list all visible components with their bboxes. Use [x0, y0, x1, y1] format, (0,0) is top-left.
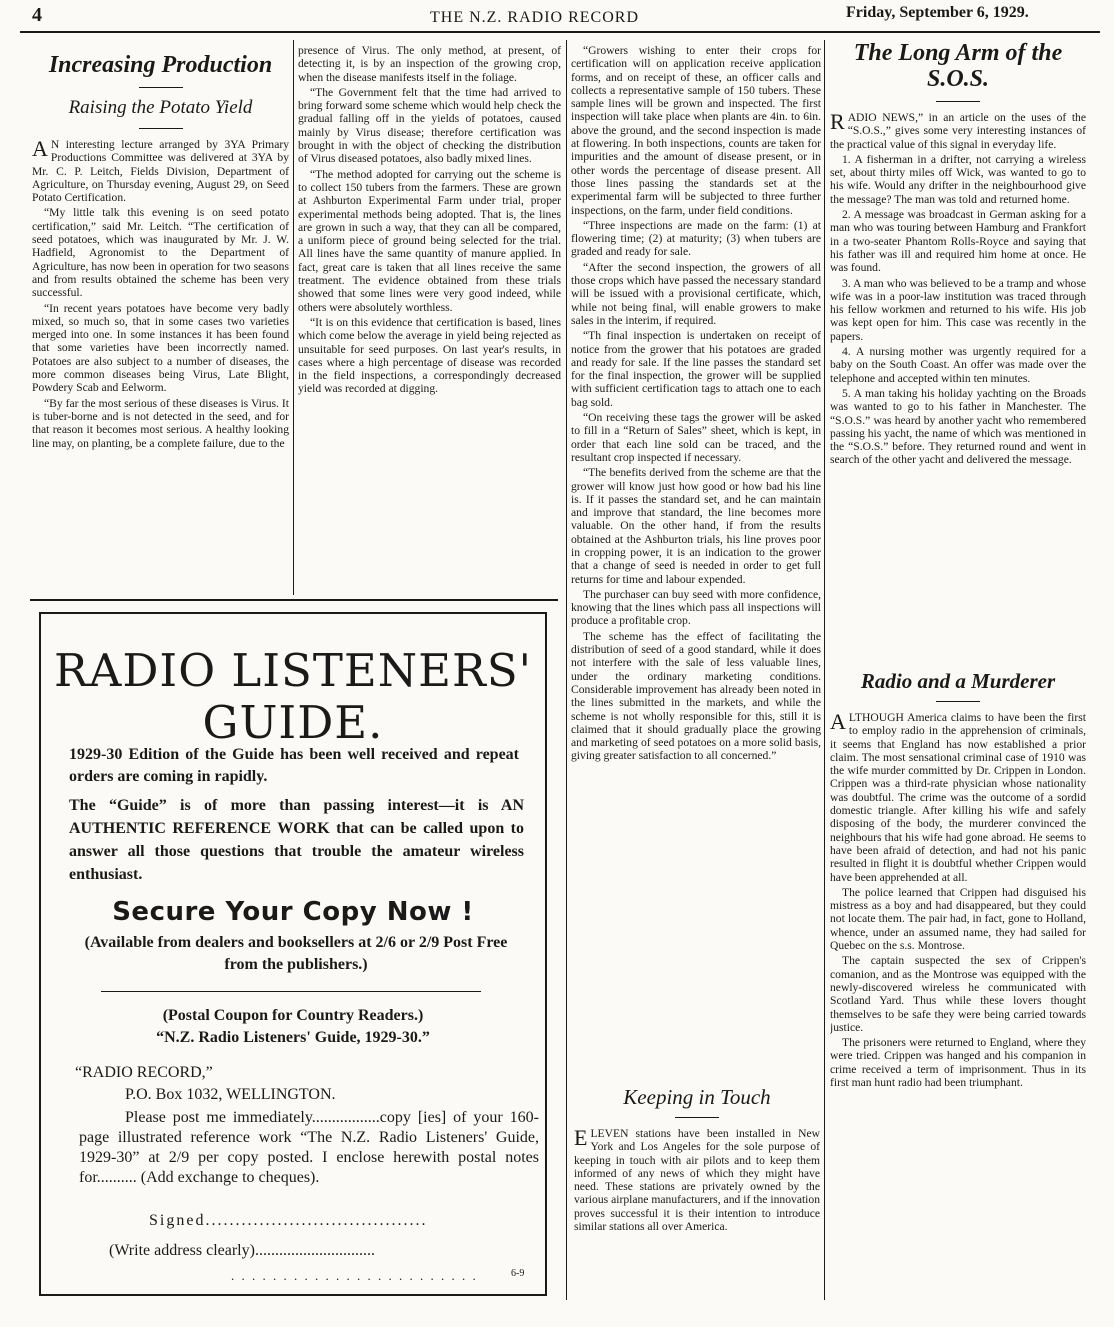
paragraph: “It is on this evidence that certification is based, lines which come below the average in yield being rejected as unsuitable for seed purposes. On last year's results, in cases where a high percentage of disease was recorded in the field inspections, a correspondingly decreased yield was recorded at digging. — [298, 315, 561, 396]
paragraph: 1. A fisherman in a drifter, not carrying a wireless set, about thirty miles off Wick, was wanted to go to his wife. Would any drifter in the neighbourhood give the message? The man was told and returned home. — [830, 152, 1086, 206]
drop-cap: R — [830, 109, 845, 134]
paragraph: “On receiving these tags the grower will be asked to fill in a “Return of Sales” sheet, which is kept, in order that each line sold can be traced, and the resultant crop inspected if necessary. — [571, 411, 821, 464]
address-request-line: (Write address clearly).............................. — [109, 1242, 375, 1259]
article-title: Keeping in Touch — [623, 1086, 771, 1109]
paragraph: “My little talk this evening is on seed potato certification,” said Mr. Leitch. “The certification of seed potatoes, which was inaugurated by Mr. J. W. Hadfield, Agronomist to the Department of Agriculture, has now been in operation for two seasons and from results obtained the scheme has been very successful. — [32, 206, 289, 300]
article-title: Increasing Production — [48, 52, 273, 78]
paragraph: The captain suspected the sex of Crippen's comanion, and as the Montrose was equipped with the newly-discovered wireless he communicated with Scotland Yard. Thus while these lovers thought themselves to be safe they were being carried towards justice. — [830, 954, 1086, 1034]
ad-title: GUIDE. — [202, 696, 384, 749]
coupon-heading: (Postal Coupon for Country Readers.) — [162, 1007, 424, 1024]
paragraph: 3. A man who was believed to be a tramp and whose wife was in a poor-law institution was traced through his fellow workmen and returned to his wife. His job was kept open for him. This case was recently in the papers. — [830, 276, 1086, 343]
title-separator — [936, 701, 980, 702]
murderer-article — [830, 670, 1086, 1300]
paragraph: “The method adopted for carrying out the scheme is to collect 150 tubers from the farmers. These are grown at Ashburton Experimental Farm under trial, proper experimental methods being adopted. That is, the lines are grown in such a way, that they can all be compared, a uniform piece of ground being selected for the trial. All lines have the same quantity of manure applied. In fact, great care is taken that all lines receive the same treatment. The evidence obtained from these trials showed that some lines were very good indeed, while others were absolutely worthless. — [298, 167, 561, 314]
page-header — [0, 0, 1114, 30]
paragraph: The police learned that Crippen had disguised his mistress as a boy and had disappeared, but they could not locate them. The pair had, in fact, gone to Holland, whence, under an assumed name, they had sailed for Quebec on the s.s. Montrose. — [830, 885, 1086, 953]
column-divider — [566, 40, 567, 1300]
address-line: “RADIO RECORD,” — [75, 1064, 213, 1081]
title-separator — [675, 1117, 719, 1118]
masthead: THE N.Z. RADIO RECORD — [430, 9, 639, 26]
guide-advertisement — [39, 612, 547, 1296]
article-subtitle: Raising the Potato Yield — [68, 97, 253, 118]
paragraph: “Three inspections are made on the farm: (1) at flowering time; (2) at maturity; (3) when tubers are graded and ready for sale. — [571, 218, 821, 259]
ad-paragraph: 1929-30 Edition of the Guide has been well received and repeat orders are coming in rapidly. — [69, 746, 519, 785]
paragraph: “By far the most serious of these diseases is Virus. It is tuber-borne and is not detected in the seed, and for that reason it becomes most serious. A healthy looking line may, on planting, be a complete failure, due to the — [32, 396, 289, 450]
article-title: The Long Arm of the S.O.S. — [853, 40, 1063, 92]
title-separator — [139, 128, 183, 129]
drop-cap: E — [574, 1125, 588, 1150]
ad-call-to-action: Secure Your Copy Now ! — [112, 897, 474, 927]
section-rule — [30, 599, 558, 601]
potato-article-col1 — [32, 52, 289, 596]
address-line: P.O. Box 1032, WELLINGTON. — [125, 1086, 336, 1103]
article-title: Radio and a Murderer — [860, 670, 1056, 693]
paragraph: “Th final inspection is undertaken on receipt of notice from the grower that his potatoes are graded and ready for sale. If the line passes the standard set for the final inspection, the grower will be supplied with sufficient certification tags to attach one to each bag sold. — [571, 329, 821, 409]
drop-cap: A — [32, 136, 48, 161]
paragraph: “In recent years potatoes have become very badly mixed, so much so, that in some cases two varieties merged into one. In some instances it has been found that some varieties have been incorrectly named. Potatoes are also subject to a number of diseases, the more common diseases being Virus, Late Blight, Powdery Scab and Eelworm. — [32, 301, 289, 395]
order-text: Please post me immediately.................copy [ies] of your 160-page illustrated reference work “The N.Z. Radio Listeners' Guide, 1929-30” at 2/9 per copy posted. I enclose herewith postal notes for.......... (Add exchange to cheques). — [79, 1109, 539, 1186]
paragraph: “The Government felt that the time had arrived to bring forward some scheme which would help check the gradual falling off in the yields of potatoes, caused mainly by Virus disease; therefore certification was brought in with the object of checking the distribution of Virus diseased potatoes, also badly mixed lines. — [298, 85, 561, 166]
paragraph: RADIO NEWS,” in an article on the uses of the “S.O.S.,” gives some very interesting instances of the practical value of this signal in everyday life. — [830, 109, 1086, 151]
coupon-title: “N.Z. Radio Listeners' Guide, 1929-30.” — [156, 1029, 430, 1046]
header-rule — [20, 31, 1100, 33]
paragraph: “Growers wishing to enter their crops for certification will on application receive application forms, and on receipt of these, an officer calls and collects a representative sample of 150 tubers. These sample lines will be grown and inspected. The first inspection will take place when plants are 4in. to 6in. above the ground, and the second inspection is made at flowering. In both inspections, counts are taken for impurities and the amount of disease present, or in other words the percentage of disease present. All those lines passing the standards set at the experimental farm will be subjected to three further inspections, on the farm, under field conditions. — [571, 44, 821, 217]
paragraph: 2. A message was broadcast in German asking for a man who was touring between Hamburg and Frankfort in a two-seater Phantom Rolls-Royce and saying that his father was ill and required him home at once. He was found. — [830, 208, 1086, 275]
paragraph: “After the second inspection, the growers of all those crops which have passed the necessary standard will be issued with a provisional certificate, which, while not being final, will enable growers to make sales in the interim, if required. — [571, 260, 821, 327]
ad-availability: (Available from dealers and booksellers at 2/6 or 2/9 Post Free from the publishers.) — [84, 934, 508, 973]
column-divider — [293, 40, 294, 595]
issue-date: Friday, September 6, 1929. — [846, 4, 1029, 21]
coupon-rule — [101, 991, 481, 992]
coupon-code: 6-9 — [511, 1268, 525, 1279]
paragraph: “The benefits derived from the scheme are that the grower will know just how good or how bad his line is. If it passes the standard set, and he can maintain and improve that standard, the line becomes more valuable. On the other hand, if from the results obtained at the Ashburton trials, his line proves poor in cropping power, it is an indication to the grower that a change of seed is needed in order to get full returns for time and labour expended. — [571, 466, 821, 586]
ad-title: RADIO LISTENERS' — [53, 644, 533, 697]
title-separator — [936, 101, 980, 102]
paragraph: ALTHOUGH America claims to have been the first to employ radio in the apprehension of criminals, it seems that England has now established a prior claim. The most sensational criminal case of 1910 was the wife murder committed by Dr. Crippen in London. Crippen was a third-rate physician whose nationality was doubtful. The crime was the outcome of a sordid domestic triangle. After killing his wife and safely disposing of the body, the murderer convinced the neighbours that his wife had gone abroad. He seems to have been afraid of detection, and had not his panic resulted in flight it is doubtful whether Crippen would have been apprehended at all. — [830, 709, 1086, 884]
touch-article — [574, 1086, 820, 1296]
drop-cap: A — [830, 709, 846, 734]
paragraph: The prisoners were returned to England, where they were tried. Crippen was hanged and his companion in crime received a term of imprisonment. Thus in its first man hunt radio had been triumphant. — [830, 1036, 1086, 1090]
paragraph: 5. A man taking his holiday yachting on the Broads was wanted to go to his father in Manchester. The “S.O.S.” was heard by another yacht who remembered passing his yacht, the name of which was mentioned in the “S.O.S.” before. They returned round and went in search of the other yacht and delivered the message. — [830, 386, 1086, 467]
paragraph: A N interesting lecture arranged by 3YA Primary Productions Committee was delivered at 3YA by Mr. C. P. Leitch, Fields Division, Department of Agriculture, on Thursday evening, August 29, on Seed Potato Certification. — [32, 136, 289, 205]
paragraph: ELEVEN stations have been installed in New York and Los Angeles for the sole purpose of keeping in touch with air pilots and to keep them informed of any news of which they might have need. These stations are privately owned by the various airplane manufacturers, and if the innovation proves successful it is their intention to introduce similar stations all over America. — [574, 1125, 820, 1234]
title-separator — [139, 87, 183, 88]
sos-article — [830, 40, 1086, 645]
paragraph: presence of Virus. The only method, at present, of detecting it, is by an inspection of the growing crop, when the disease manifests itself in the foliage. — [298, 44, 561, 84]
paragraph: The purchaser can buy seed with more confidence, knowing that the lines which pass all inspections will produce a profitable crop. — [571, 587, 821, 628]
potato-article-col3 — [571, 44, 821, 1064]
footer-dots: . . . . . . . . . . . . . . . . . . . . . . . . — [231, 1268, 478, 1283]
paragraph: The scheme has the effect of facilitating the distribution of seed of a good standard, while it does not interfere with the sale of less valuable lines, under the ordinary marketing conditions. Considerable improvement has already been noted in the lines submitted in the markets, and while the scheme is not wholly responsible for this, still it is claimed that it should gradually place the growing and marketing of seed potatoes on a more solid basis, giving greater satisfaction to all concerned.” — [571, 629, 821, 763]
ad-paragraph: The “Guide” is of more than passing interest—it is AN AUTHENTIC REFERENCE WORK that can be called upon to answer all those questions that trouble the amateur wireless enthusiast. — [69, 797, 524, 883]
column-divider — [824, 40, 825, 1300]
potato-article-col2 — [298, 44, 561, 596]
signed-line: Signed..................................... — [149, 1212, 428, 1229]
page-number: 4 — [32, 4, 42, 26]
paragraph: 4. A nursing mother was urgently required for a baby on the South Coast. An offer was made over the telephone and accepted within ten minutes. — [830, 345, 1086, 385]
